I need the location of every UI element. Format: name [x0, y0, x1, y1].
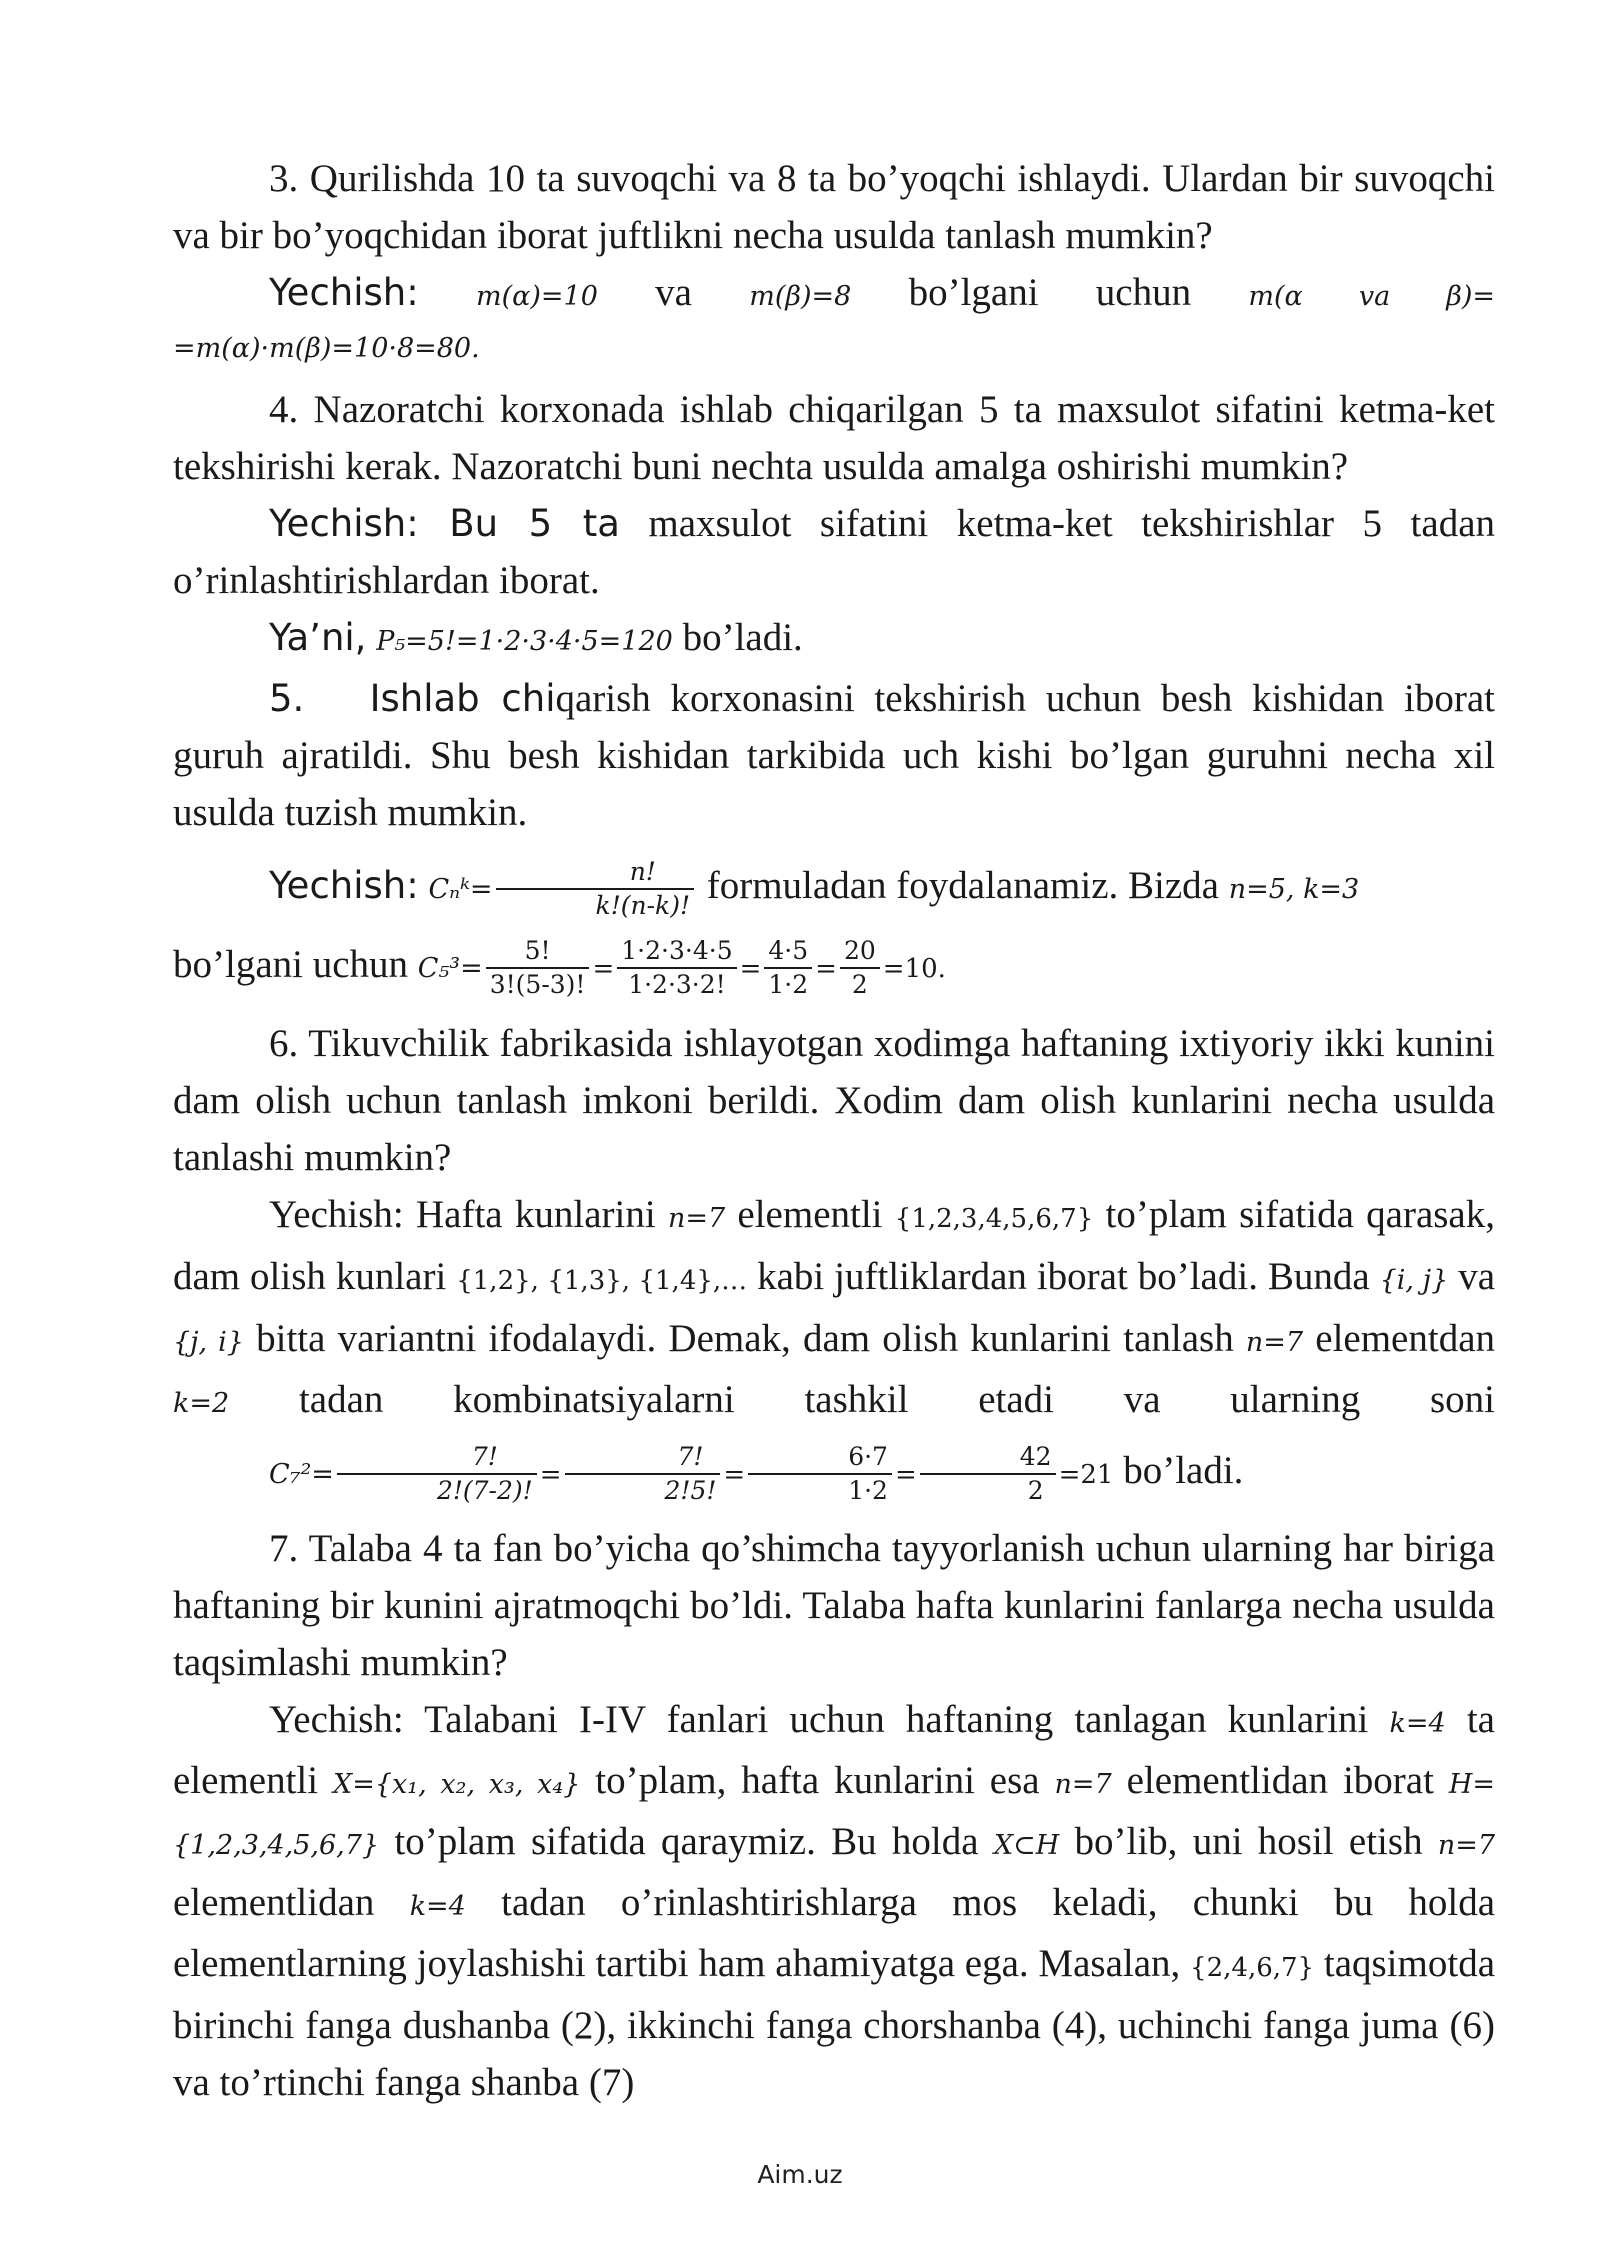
fraction-numerator: 1·2·3·4·5 [617, 935, 736, 969]
formula-k2: k=2 [173, 1388, 230, 1419]
fraction-1 [486, 935, 590, 1001]
fraction-2 [565, 1441, 721, 1507]
fraction-numerator: 7! [565, 1441, 721, 1475]
formula-product: =m(α)·m(β)=10·8=80. [173, 333, 480, 364]
fraction-denominator: 2 [1027, 1476, 1044, 1506]
formula-n7: n=7 [1245, 1327, 1304, 1358]
problem-7-text: 7. Talaba 4 ta fan bo’yicha qo’shimcha tayyorlanish uchun ularning har biriga haftaning bir kunini ajratmoqchi bo’ldi. Talaba hafta kunlarini fanlarga necha usulda taqsimlashi mumkin? [173, 1527, 1495, 1684]
fraction-denominator: 1·2 [848, 1476, 888, 1506]
fraction-denominator: 3!(5-3)! [489, 970, 586, 1000]
formula-combination-fraction [496, 856, 694, 922]
solution-text: tadan o’rinlashtirishlarga mos keladi, chunki bu holda elementlarning joylashishi tartibi ham ahamiyatga ega. Masalan, [173, 1881, 1496, 1985]
solution-text: ta elementli [173, 1698, 1495, 1802]
formula-given-values: n=5, k=3 [1228, 874, 1360, 905]
solution-text: to’plam, hafta kunlarini esa [595, 1759, 1040, 1802]
solution-text: Yechish: Hafta kunlarini [269, 1193, 656, 1236]
solution-text: Yechish: Talabani I-IV fanlari uchun haftaning tanlagan kunlarini [269, 1698, 1369, 1741]
solution-text: maxsulot sifatini ketma-ket tekshirishlar 5 tadan o’rinlashtirishlardan iborat. [173, 502, 1495, 602]
fraction-3 [748, 1441, 892, 1507]
fraction-denominator: 2!5! [664, 1476, 717, 1506]
solution-text: va [1458, 1255, 1496, 1298]
formula-ji: {j, i} [173, 1327, 244, 1358]
formula-example-set: {2,4,6,7} [1190, 1953, 1315, 1983]
solution-text: bo’lgani uchun [908, 271, 1192, 314]
problem-5-result: bo’lgani uchun C₅³= $\frac{5!}{3!(5-3)!}$ = $\frac{1\cdot 2\cdot 3\cdot 4\cdot 5}{1\cdot 2\cdot 3\cdot 2!}$ = $\frac{4\cdot 5}{1\cdot 2}$ = $\frac{20}{2}$ =10. [173, 936, 946, 1000]
formula-week-set: {1,2,3,4,5,6,7} [894, 1204, 1094, 1234]
formula-n7: n=7 [1437, 1830, 1496, 1861]
fraction-1 [337, 1441, 537, 1507]
problem-5-number: 5. Ishlab chi [269, 677, 556, 720]
solution-text: kabi juftliklardan iborat bo’ladi. Bunda [757, 1255, 1370, 1298]
formula-combination-lhs: Cₙᵏ= [428, 874, 493, 905]
formula-m-alpha-and-beta: m(α va β)= [1248, 281, 1496, 312]
solution-text: elementlidan iborat [1126, 1759, 1434, 1802]
problem-3-text: 3. Qurilishda 10 ta suvoqchi va 8 ta bo’yoqchi ishlaydi. Ulardan bir suvoqchi va bir bo’yoqchidan iborat juftlikni necha usulda tanlash mumkin? [173, 157, 1495, 257]
solution-text: elementli [737, 1193, 883, 1236]
problem-6-solution: Yechish: Hafta kunlarini n=7 elementli {1,2,3,4,5,6,7} to’plam sifatida qarasak, dam olish kunlari {1,2}, {1,3}, {1,4},… kabi juftliklardan iborat bo’ladi. Bunda {i, j} va {j, i} bitta variantni ifodalaydi. Demak, dam olish kunlarini tanlash n=7 elementdan k=2 tadan kombinatsiyalarni tashkil etadi va ularning soni C₇²= $\frac{7!}{2!(7-2)!}$ = $\frac{7!}{2!5!}$ = $\frac{6\cdot 7}{1\cdot 2}$ = $\frac{42}{2}$ =21 bo’ladi. [173, 1193, 1496, 1506]
solution-label: Yechish: [269, 271, 419, 314]
solution-text: elementlidan [173, 1881, 375, 1924]
document-page [173, 150, 1495, 2111]
formula-c53-lhs: C₅³= [417, 953, 483, 984]
fraction-denominator: k!(n-k)! [595, 891, 690, 921]
word-va: va [655, 271, 692, 314]
problem-5-body: qarish korxonasini tekshirish uchun besh kishidan iborat guruh ajratildi. Shu besh kishidan tarkibida uch kishi bo’lgan guruhni necha xil usulda tuzish mumkin. [173, 677, 1495, 834]
solution-text: bitta variantni ifodalaydi. Demak, dam olish kunlarini tanlash [256, 1317, 1234, 1360]
problem-4-result [173, 609, 1495, 670]
formula-permutation: P₅=5!=1·2·3·4·5=120 [376, 626, 673, 657]
fraction-numerator: 42 [920, 1441, 1056, 1475]
problem-5-text [173, 670, 1495, 841]
formula-pairs: {1,2}, {1,3}, {1,4},… [456, 1266, 748, 1296]
problem-4-text: 4. Nazoratchi korxonada ishlab chiqarilgan 5 ta maxsulot sifatini ketma-ket tekshirishi kerak. Nazoratchi buni nechta usulda amalga oshirishi mumkin? [173, 388, 1495, 488]
solution-text: taqsimotda birinchi fanga dushanba (2), ikkinchi fanga chorshanba (4), uchinchi fanga juma (6) va to’rtinchi fanga shanba (7) [173, 1942, 1495, 2104]
solution-text: bo’lgani uchun [173, 943, 409, 986]
formula-n7: n=7 [667, 1203, 726, 1234]
fraction-4 [840, 935, 880, 1001]
fraction-numerator: n! [496, 856, 694, 890]
solution-text: tadan kombinatsiyalarni tashkil etadi va ularning soni [298, 1378, 1496, 1421]
solution-label: Yechish: [269, 864, 419, 907]
problem-3-result [173, 325, 1495, 369]
solution-text: formuladan foydalanamiz. Bizda [706, 864, 1219, 907]
word-yani: Ya’ni, [269, 616, 367, 659]
fraction-numerator: 7! [337, 1441, 537, 1475]
formula-c72-lhs: C₇²= [269, 1459, 334, 1490]
result-end: bo’ladi. [682, 616, 803, 659]
result-end: bo’ladi. [1123, 1449, 1244, 1492]
fraction-denominator: 1·2 [768, 970, 809, 1000]
footer-source: Aim.uz [757, 2160, 843, 2189]
solution-text: bo’lib, uni hosil etish [1074, 1820, 1423, 1863]
problem-6-text: 6. Tikuvchilik fabrikasida ishlayotgan xodimga haftaning ixtiyoriy ikki kunini dam olish uchun tanlash imkoni berildi. Xodim dam olish kunlarini necha usulda tanlashi mumkin? [173, 1022, 1495, 1179]
fraction-numerator: 20 [840, 935, 880, 969]
fraction-denominator: 1·2·3·2! [628, 970, 726, 1000]
fraction-numerator: 6·7 [748, 1441, 892, 1475]
formula-result: =10. [882, 954, 946, 984]
formula-ij: {i, j} [1379, 1265, 1449, 1296]
solution-text: to’plam sifatida qaraymiz. Bu holda [394, 1820, 979, 1863]
fraction-denominator: 2 [851, 970, 868, 1000]
formula-k4: k=4 [409, 1891, 466, 1922]
fraction-3 [764, 935, 812, 1001]
formula-m-alpha: m(α)=10 [475, 281, 598, 312]
solution-text: to’plam sifatida qarasak, dam olish kunlari [173, 1193, 1495, 1298]
formula-k4: k=4 [1389, 1708, 1446, 1739]
problem-7-solution [173, 1691, 1495, 2111]
formula-n7: n=7 [1054, 1769, 1112, 1800]
solution-text: elementdan [1315, 1317, 1496, 1360]
fraction-2 [617, 935, 736, 1001]
solution-label: Yechish: Bu 5 ta [269, 502, 620, 545]
formula-set-h: H={1,2,3,4,5,6,7} [173, 1769, 1495, 1861]
fraction-4 [920, 1441, 1056, 1507]
fraction-numerator: 5! [486, 935, 590, 969]
problem-3-solution [173, 264, 1495, 325]
formula-m-beta: m(β)=8 [749, 281, 852, 312]
fraction-denominator: 2!(7-2)! [436, 1476, 533, 1506]
fraction-numerator: 4·5 [764, 935, 812, 969]
formula-subset: X⊂H [993, 1830, 1060, 1861]
formula-set-x: X={x₁, x₂, x₃, x₄} [333, 1769, 581, 1800]
problem-4-solution [173, 495, 1495, 609]
formula-result: =21 [1058, 1460, 1114, 1490]
problem-5-solution [173, 851, 1495, 925]
